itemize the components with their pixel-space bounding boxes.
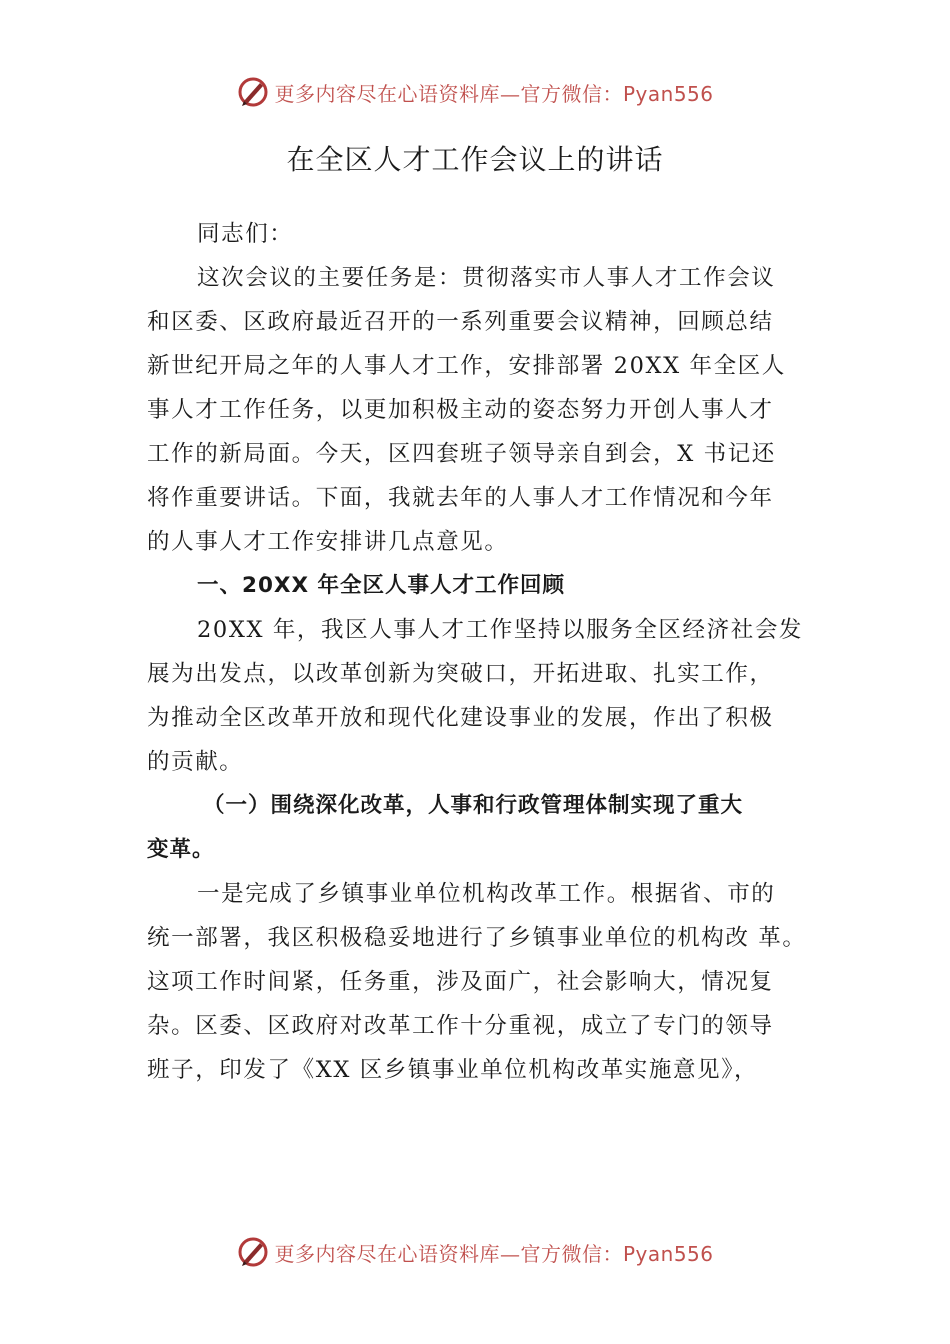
section-heading: 一、20XX 年全区人事人才工作回顾: [197, 573, 566, 598]
header-banner: [0, 72, 950, 112]
paragraph-line: 一是完成了乡镇事业单位机构改革工作。根据省、市的: [197, 881, 776, 907]
paragraph-line: 这项工作时间紧，任务重，涉及面广，社会影响大，情况复: [147, 969, 774, 995]
paragraph-line: 这次会议的主要任务是：贯彻落实市人事人才工作会议: [197, 265, 776, 291]
paragraph-line: 新世纪开局之年的人事人才工作，安排部署 20XX 年全区人: [147, 353, 786, 379]
paragraph-line: 工作的新局面。今天，区四套班子领导亲自到会，X 书记还: [147, 441, 776, 467]
document-title: 在全区人才工作会议上的讲话: [286, 143, 664, 176]
banner-label: 官方微信：: [520, 81, 623, 106]
banner-wechat-id: Pyan556: [622, 1241, 714, 1266]
pen-logo-icon: [236, 75, 270, 109]
banner-brand: 更多内容尽在心语资料库: [274, 1241, 500, 1266]
salutation: 同志们：: [197, 221, 294, 247]
paragraph-line: 事人才工作任务，以更加积极主动的姿态努力开创人事人才: [147, 397, 774, 423]
document-body: [147, 212, 827, 1092]
paragraph-line: 统一部署，我区积极稳妥地进行了乡镇事业单位的机构改 革。: [147, 925, 807, 951]
subsection-heading: （一）围绕深化改革，人事和行政管理体制实现了重大: [203, 793, 744, 818]
banner-brand: 更多内容尽在心语资料库: [274, 81, 500, 106]
banner-text: [274, 78, 713, 107]
paragraph-line: 和区委、区政府最近召开的一系列重要会议精神，回顾总结: [147, 309, 774, 335]
paragraph-line: 将作重要讲话。下面，我就去年的人事人才工作情况和今年: [147, 485, 774, 511]
banner-wechat-id: Pyan556: [622, 81, 714, 106]
pen-logo-icon: [236, 1235, 270, 1269]
banner-text: [274, 1238, 713, 1267]
paragraph-line: 杂。区委、区政府对改革工作十分重视，成立了专门的领导: [147, 1013, 774, 1039]
paragraph-line: 班子，印发了《XX 区乡镇事业单位机构改革实施意见》，: [147, 1057, 759, 1083]
paragraph-line: 展为出发点，以改革创新为突破口，开拓进取、扎实工作，: [147, 661, 774, 687]
banner-label: 官方微信：: [520, 1241, 623, 1266]
subsection-heading-cont: 变革。: [147, 837, 215, 862]
paragraph-line: 的贡献。: [147, 749, 244, 775]
paragraph-line: 的人事人才工作安排讲几点意见。: [147, 529, 509, 555]
paragraph-line: 为推动全区改革开放和现代化建设事业的发展，作出了积极: [147, 705, 774, 731]
footer-banner: [0, 1232, 950, 1272]
banner-separator: —: [499, 81, 521, 106]
paragraph-line: 20XX 年，我区人事人才工作坚持以服务全区经济社会发: [197, 617, 804, 643]
banner-separator: —: [499, 1241, 521, 1266]
